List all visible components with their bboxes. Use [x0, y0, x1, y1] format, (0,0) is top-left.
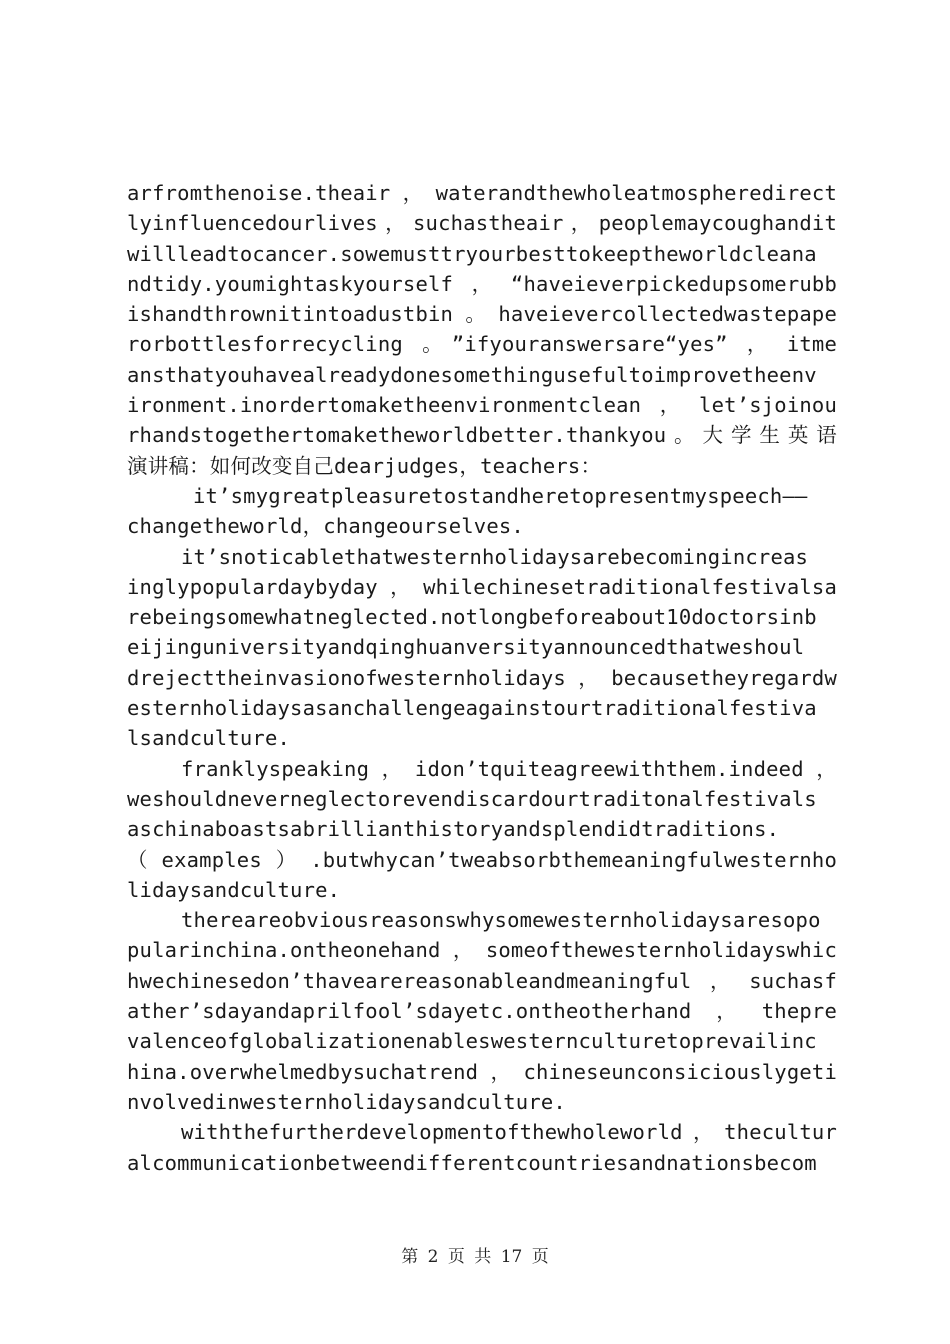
text-line: hwechinesedon’thavearereasonableandmeaningful，suchasf — [127, 968, 837, 993]
text-line: nvolvedinwesternholidaysandculture. — [127, 1089, 566, 1114]
text-line: hina.overwhelmedbysuchatrend，chineseunconsiciouslygeti — [127, 1059, 837, 1084]
text-line: eijinguniversityandqinghuanversityannouncedthatweshoul — [127, 635, 805, 660]
text-line: franklyspeaking，idon’tquiteagreewiththem.indeed， — [181, 756, 837, 781]
text-line: rorbottlesforrecycling。”ifyouranswersare“yes”，itme — [127, 332, 837, 357]
text-line: rhandstogethertomaketheworldbetter.thankyou。大学生英语 — [127, 423, 837, 448]
text-line: rebeingsomewhatneglected.notlongbeforeabout10doctorsinb — [127, 605, 817, 630]
text-line: it’snoticablethatwesternholidaysarebecomingincreas — [181, 544, 809, 569]
text-line: drejecttheinvasionofwesternholidays，becausetheyregardw — [127, 665, 837, 690]
text-line: willleadtocancer.sowemusttryourbesttokeeptheworldcleana — [127, 241, 817, 266]
text-line: ansthatyouhavealreadydonesomethingusefultoimprovetheenv — [127, 362, 817, 387]
text-line: ather’sdayandaprilfool’sdayetc.ontheotherhand，thepre — [127, 999, 837, 1024]
text-line: inglypopulardaybyday，whilechinesetraditionalfestivalsa — [127, 574, 837, 599]
text-line: aschinaboastsabrillianthistoryandsplendidtraditions. — [127, 817, 780, 842]
text-line: lsandculture. — [127, 726, 291, 751]
text-line: it’smygreatpleasuretostandheretopresentmyspeech—— — [193, 483, 808, 508]
text-line: ishandthrownitintoadustbin。haveievercollectedwastepape — [127, 302, 837, 327]
text-line: lyinfluencedourlives，suchastheair，peoplemaycoughandit — [127, 211, 837, 236]
text-line: pularinchina.ontheonehand，someofthewesternholidayswhic — [127, 938, 837, 963]
text-line: 演讲稿：如何改变自己dearjudges，teachers： — [127, 453, 602, 478]
text-line: valenceofglobalizationenableswesternculturetoprevailinc — [127, 1029, 817, 1054]
text-line: arfromthenoise.theair，waterandthewholeatmospheredirect — [127, 181, 837, 205]
text-line: changetheworld，changeourselves. — [127, 514, 524, 539]
text-line: weshouldneverneglectorevendiscardourtraditonalfestivals — [127, 786, 817, 811]
text-line: withthefurtherdevelopmentofthewholeworld，thecultur — [181, 1120, 837, 1145]
text-line: lidaysandculture. — [127, 877, 341, 902]
text-line: ironment.inordertomaketheenvironmentclean，let’sjoinou — [127, 393, 837, 418]
document-body — [127, 178, 837, 1178]
text-line: （examples）.butwhycan’tweabsorbthemeaningfulwesternho — [127, 847, 837, 872]
text-line: esternholidaysasanchallengeagainstourtraditionalfestiva — [127, 696, 817, 721]
text-line: thereareobviousreasonswhysomewesternholidaysaresopo — [181, 908, 821, 933]
page-number-footer: 第 2 页 共 17 页 — [401, 1247, 549, 1267]
text-line: ndtidy.youmightaskyourself，“haveieverpickedupsomerubb — [127, 271, 837, 296]
text-line: alcommunicationbetweendifferentcountriesandnationsbecom — [127, 1150, 817, 1175]
